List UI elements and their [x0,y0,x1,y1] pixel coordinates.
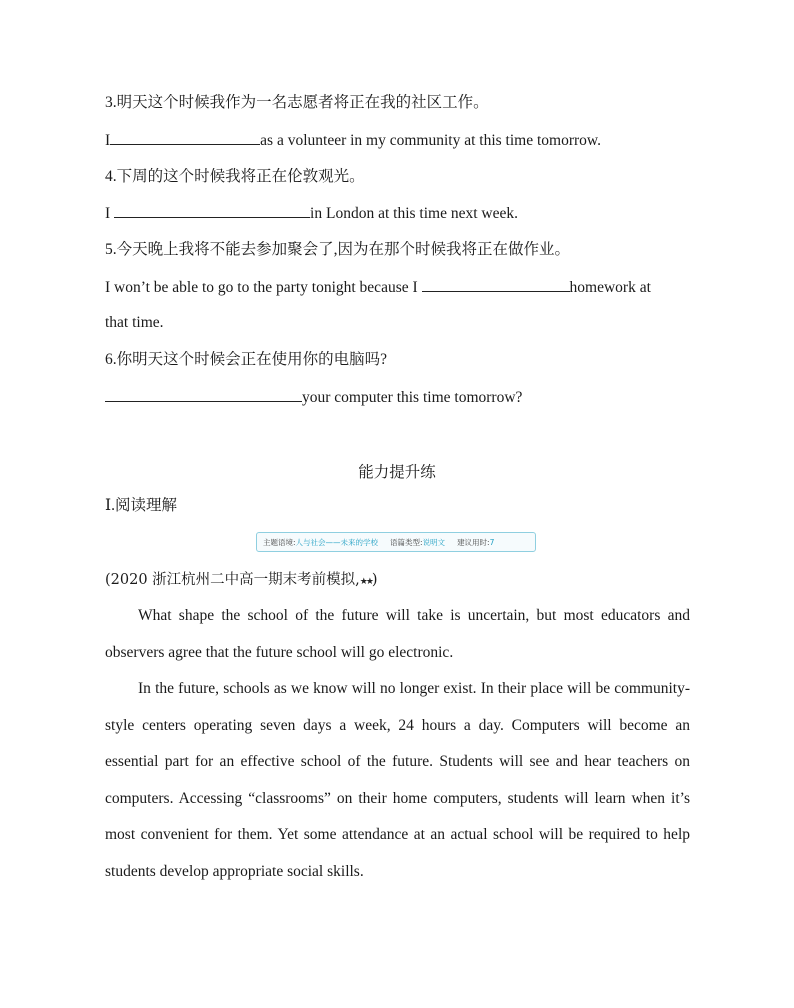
exercise-5-prompt: 5.今天晚上我将不能去参加聚会了,因为在那个时候我将正在做作业。 [105,241,571,258]
theme-label: 主题语境: [263,537,296,547]
sentence-start: I won’t be able to go to the party tonight because I [105,279,422,296]
answer-blank[interactable] [114,203,310,218]
time-value: 7 [489,537,495,547]
reading-paragraph-2: In the future, schools as we know will no longer exist. In their place will be community-style centers operating seven days a week, 24 hours a day. Computers will become an essential part for an effective school of the future. Students will see and hear teachers on computers. Accessing “classrooms” on their home computers, students will learn when it’s most convenient for them. Yet some attendance at an actual school will be required to help students develop appropriate social skills. [105,680,690,880]
sentence-end: homework at [569,279,651,296]
type-value: 说明文 [422,537,446,547]
source-text: (2020 浙江杭州二中高一期末考前模拟, [105,572,360,588]
sentence-start: I [105,205,115,222]
exercise-5-sentence-continued: that time. [105,314,164,331]
theme-value: 人与社会——未来的学校 [295,537,379,547]
source-line [105,570,378,592]
part-title: Ⅰ.阅读理解 [105,497,177,514]
answer-blank[interactable] [110,130,260,145]
type-label: 语篇类型: [390,537,423,547]
exercise-3-prompt: 3.明天这个时候我作为一名志愿者将正在我的社区工作。 [105,94,489,111]
difficulty-stars-icon: ★★ [359,577,372,587]
exercise-4-sentence [105,203,518,224]
exercise-6-prompt: 6.你明天这个时候会正在使用你的电脑吗? [105,351,388,368]
sentence-end: in London at this time next week. [310,205,518,222]
sentence-end: your computer this time tomorrow? [302,389,523,406]
topic-banner [256,532,536,552]
reading-paragraph-1: What shape the school of the future will take is uncertain, but most educators and observers agree that the future school will go electronic. [105,607,690,661]
exercise-6-sentence [105,387,522,408]
source-close: ) [371,572,378,588]
exercise-3-sentence [105,130,601,151]
exercise-4-prompt: 4.下周的这个时候我将正在伦敦观光。 [105,168,365,185]
exercise-5-sentence [105,277,651,298]
section-title: 能力提升练 [358,464,436,481]
answer-blank[interactable] [422,277,570,292]
answer-blank[interactable] [105,387,302,402]
time-label: 建议用时: [457,537,490,547]
sentence-start: I [105,132,111,149]
sentence-end: as a volunteer in my community at this time tomorrow. [260,132,601,149]
